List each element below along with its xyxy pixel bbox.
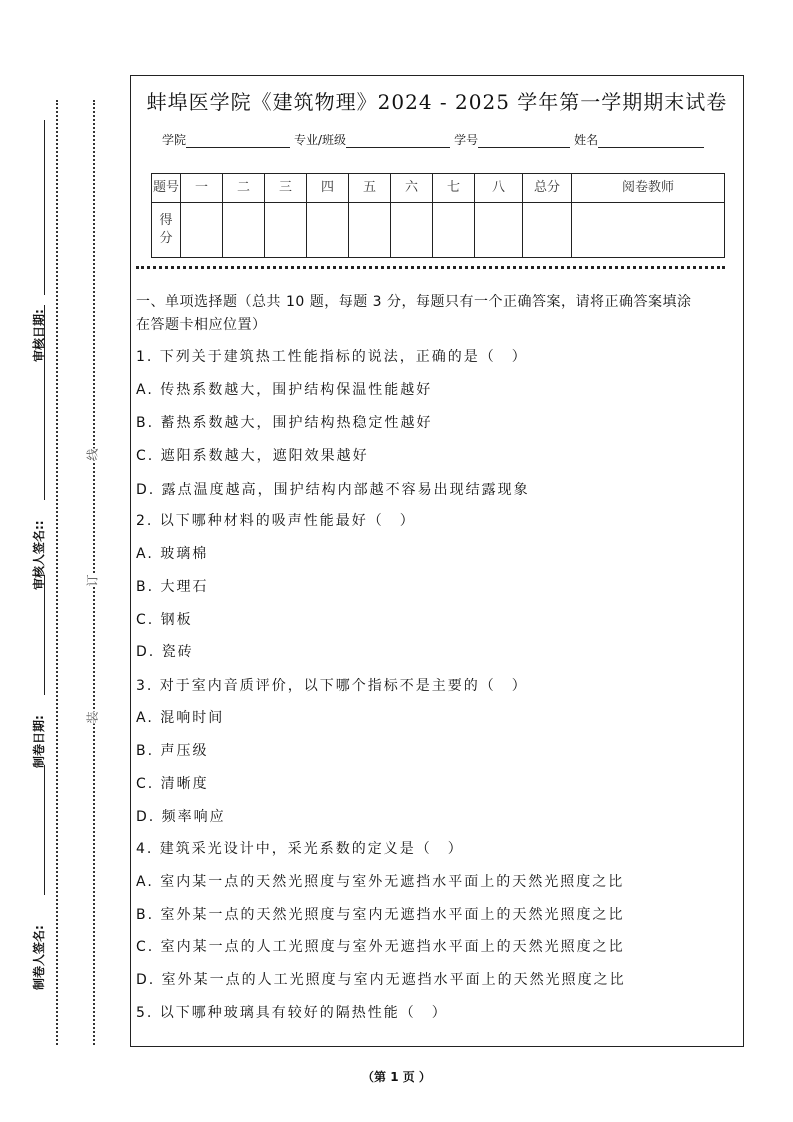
reviewer-signature-label: 审核人签名:: [32,520,46,590]
score-cell[interactable] [572,202,725,258]
column-header: 阅卷教师 [572,174,725,203]
table-row [152,174,725,203]
question-stem: 2. 以下哪种材料的吸声性能最好（ ） [136,513,416,529]
option: D. 露点温度越高，围护结构内部越不容易出现结露现象 [136,482,530,498]
question-stem: 5. 以下哪种玻璃具有较好的隔热性能（ ） [136,1005,448,1021]
column-header: 总分 [523,174,572,203]
review-date-label: 审核日期: [32,309,46,362]
score-cell[interactable] [265,202,307,258]
major-class-label: 专业/班级 [294,133,347,147]
option: B. 蓄热系数越大，围护结构热稳定性越好 [136,415,433,431]
column-header: 六 [391,174,433,203]
option: A. 玻璃棉 [136,546,209,562]
option: C. 遮阳系数越大，遮阳效果越好 [136,448,369,464]
option: C. 清晰度 [136,776,209,792]
table-row [152,202,725,258]
column-header: 五 [349,174,391,203]
section-heading: 一、单项选择题（总共 10 题，每题 3 分，每题只有一个正确答案，请将正确答案填涂 [136,294,692,310]
score-cell[interactable] [523,202,572,258]
row-header-score: 得分 [152,202,181,258]
option: A. 传热系数越大，围护结构保温性能越好 [136,382,433,398]
option: B. 声压级 [136,743,209,759]
column-header: 四 [307,174,349,203]
option: C. 室内某一点的人工光照度与室外无遮挡水平面上的天然光照度之比 [136,939,625,955]
option: D. 室外某一点的人工光照度与室内无遮挡水平面上的天然光照度之比 [136,972,626,988]
binding-dotted-line-inner [93,100,95,1045]
column-header: 三 [265,174,307,203]
name-field[interactable] [598,133,704,148]
compiler-signature-label: 制卷人签名: [32,925,46,990]
score-cell[interactable] [307,202,349,258]
binding-mark-staple: 订 [85,574,100,587]
score-cell[interactable] [391,202,433,258]
option: A. 室内某一点的天然光照度与室外无遮挡水平面上的天然光照度之比 [136,874,625,890]
column-header: 八 [475,174,523,203]
option: D. 频率响应 [136,809,226,825]
student-id-field[interactable] [478,133,570,148]
binding-mark-bind: 装 [85,711,100,724]
question-stem: 1. 下列关于建筑热工性能指标的说法，正确的是（ ） [136,349,528,365]
student-id-label: 学号 [454,133,479,147]
name-label: 姓名 [574,133,599,147]
exam-title: 蚌埠医学院《建筑物理》2024 - 2025 学年第一学期期末试卷 [146,90,728,114]
option: A. 混响时间 [136,710,225,726]
compile-date-label: 制卷日期: [32,715,46,768]
question-stem: 3. 对于室内音质评价，以下哪个指标不是主要的（ ） [136,678,528,694]
student-info-row [162,131,708,148]
signature-line [44,765,45,895]
option: C. 钢板 [136,612,193,628]
column-header: 一 [181,174,223,203]
column-header: 七 [433,174,475,203]
option: B. 大理石 [136,579,209,595]
score-cell[interactable] [349,202,391,258]
page-number: （第 1 页 ） [362,1070,431,1084]
score-cell[interactable] [181,202,223,258]
column-header: 二 [223,174,265,203]
major-class-field[interactable] [346,133,450,148]
score-table [151,173,725,258]
question-stem: 4. 建筑采光设计中，采光系数的定义是（ ） [136,841,464,857]
score-cell[interactable] [475,202,523,258]
option: D. 瓷砖 [136,644,194,660]
binding-mark-line: 线 [85,448,100,461]
signature-line [44,575,45,695]
score-cell[interactable] [223,202,265,258]
college-field[interactable] [186,133,290,148]
option: B. 室外某一点的天然光照度与室内无遮挡水平面上的天然光照度之比 [136,907,625,923]
score-cell[interactable] [433,202,475,258]
row-header-question-number: 题号 [152,174,181,203]
signature-line [44,120,45,295]
separator-dotted-line [136,266,725,269]
binding-dotted-line-outer [56,100,58,1045]
section-heading-cont: 在答题卡相应位置） [136,317,267,333]
college-label: 学院 [162,133,187,147]
